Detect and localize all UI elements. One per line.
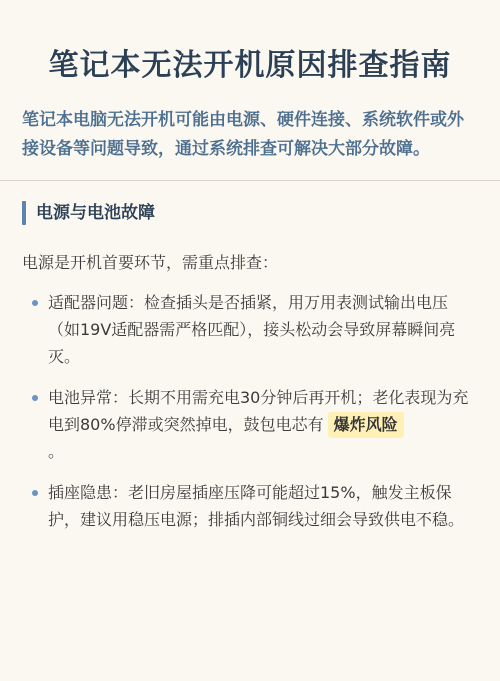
section-accent-bar [22, 201, 26, 225]
list-item-tail: 。 [48, 442, 65, 461]
list-item-text: 电池异常：长期不用需充电30分钟后再开机；老化表现为充电到80%停滞或突然掉电，鼓包电芯有 [48, 388, 469, 434]
section-title: 电源与电池故障 [36, 203, 155, 223]
list-item [22, 384, 478, 465]
list-item-text: 适配器问题：检查插头是否插紧，用万用表测试输出电压（如19V适配器需严格匹配），接头松动会导致屏幕瞬间亮灭。 [48, 293, 456, 366]
bullet-dot-icon [32, 395, 38, 401]
section-divider [0, 180, 500, 181]
bullet-dot-icon [32, 300, 38, 306]
bullet-dot-icon [32, 490, 38, 496]
list-item [22, 289, 478, 370]
highlight-badge: 爆炸风险 [328, 412, 404, 438]
bullet-list [22, 289, 478, 533]
page-title: 笔记本无法开机原因排查指南 [48, 48, 452, 83]
intro-paragraph: 笔记本电脑无法开机可能由电源、硬件连接、系统软件或外接设备等问题导致，通过系统排查可解决大部分故障。 [22, 110, 464, 159]
list-item-text: 插座隐患：老旧房屋插座压降可能超过15%，触发主板保护，建议用稳压电源；排插内部铜线过细会导致供电不稳。 [48, 483, 465, 529]
list-item [22, 479, 478, 533]
section-lead: 电源是开机首要环节，需重点排查： [22, 253, 279, 272]
section-header [22, 201, 478, 225]
